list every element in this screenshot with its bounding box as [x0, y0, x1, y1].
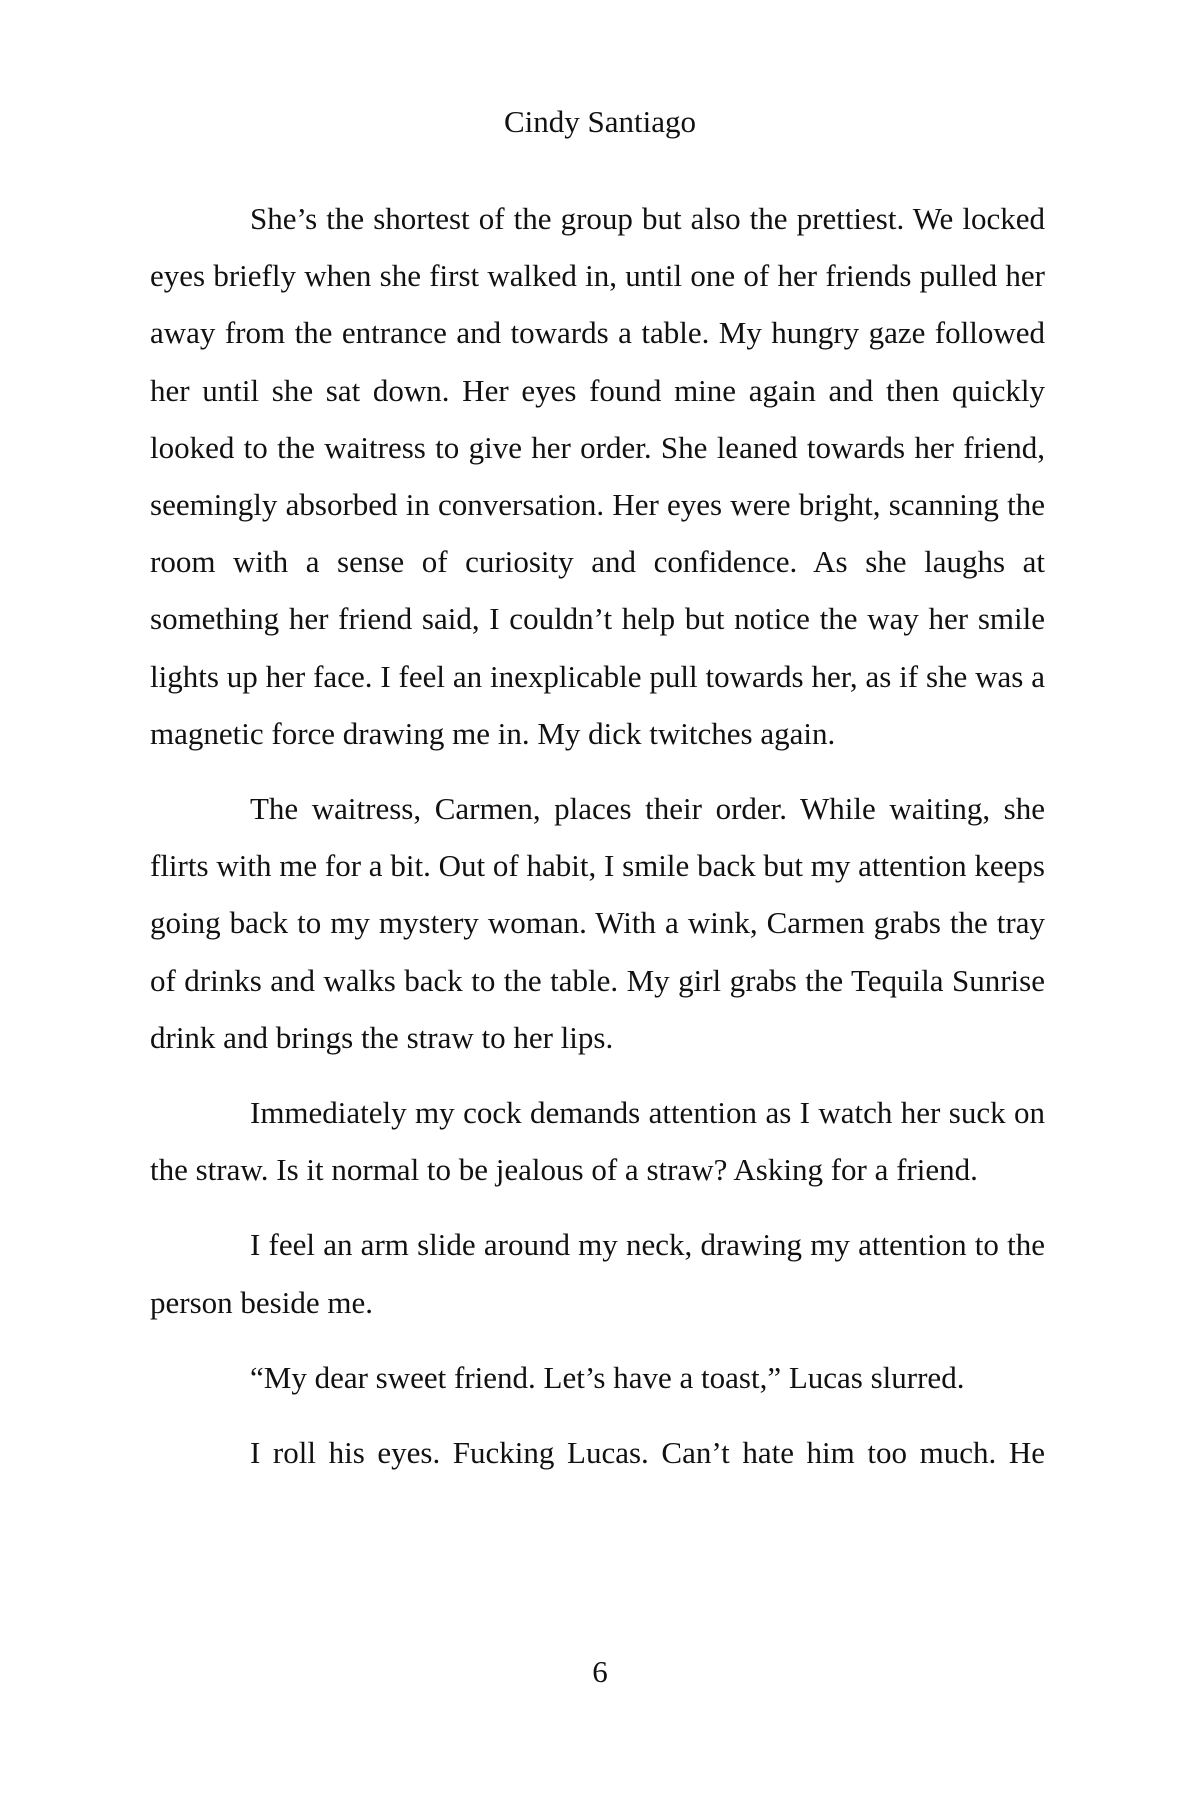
body-text — [150, 190, 1045, 1499]
paragraph: I roll his eyes. Fucking Lucas. Can’t hate him too much. He — [250, 1435, 1045, 1471]
paragraph: “My dear sweet friend. Let’s have a toast,” Lucas slurred. — [250, 1359, 965, 1395]
paragraph: The waitress, Carmen, places their order. While waiting, she flirts with me for a bit. Out of habit, I smile back but my attention keeps going back to my mystery woman. With a wink, Carmen grabs the tray of drinks and walks back to the table. My girl grabs the Tequila Sunrise drink and brings the straw to her lips. — [150, 791, 1045, 1055]
running-header-author: Cindy Santiago — [503, 104, 697, 139]
paragraph: She’s the shortest of the group but also the prettiest. We locked eyes briefly when she first walked in, until one of her friends pulled her away from the entrance and towards a table. My hungry gaze followed her until she sat down. Her eyes found mine again and then quickly looked to the waitress to give her order. She leaned towards her friend, seemingly absorbed in conversation. Her eyes were bright, scanning the room with a sense of curiosity and confidence. As she laughs at something her friend said, I couldn’t help but notice the way her smile lights up her face. I feel an inexplicable pull towards her, as if she was a magnetic force drawing me in. My dick twitches again. — [150, 201, 1045, 751]
paragraph: Immediately my cock demands attention as I watch her suck on the straw. Is it normal to be jealous of a straw? Asking for a friend. — [150, 1095, 1045, 1188]
paragraph: I feel an arm slide around my neck, drawing my attention to the person beside me. — [150, 1227, 1045, 1320]
page-number: 6 — [592, 1654, 608, 1689]
